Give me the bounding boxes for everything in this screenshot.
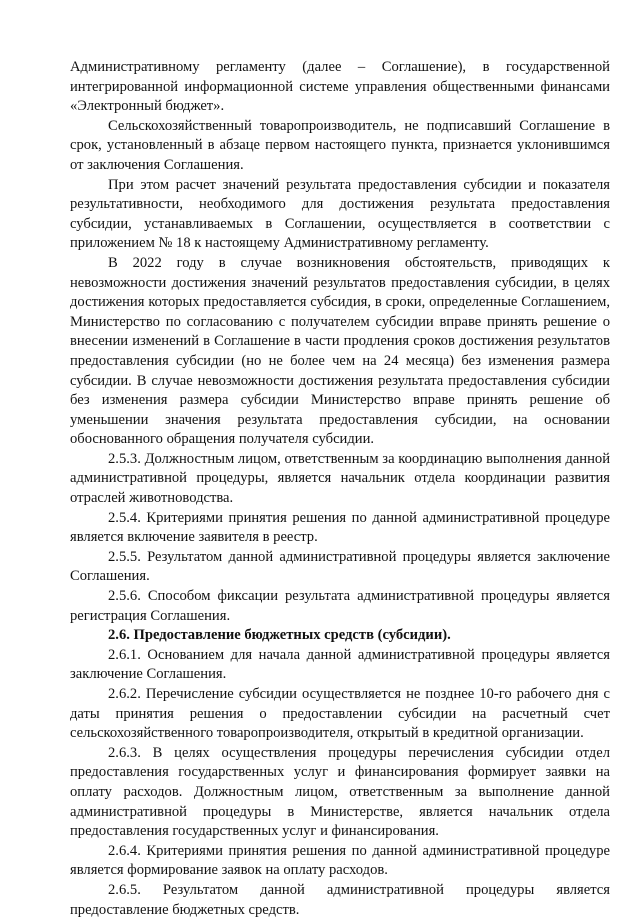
paragraph-2-6-2: 2.6.2. Перечисление субсидии осуществляется не позднее 10-го рабочего дня с даты принятия решения о предоставлении субсидии на расчетный счет сельскохозяйственного товаропроизводителя, открытый в кредитной организации. — [70, 686, 610, 742]
paragraph-unsigned-agreement: Сельскохозяйственный товаропроизводитель, не подписавший Соглашение в срок, установленный в абзаце первом настоящего пункта, признается уклонившимся от заключения Соглашения. — [70, 117, 610, 173]
paragraph-2-6-3: 2.6.3. В целях осуществления процедуры перечисления субсидии отдел предоставления государственных услуг и финансирования формирует заявки на оплату расходов. Должностным лицом, ответственным за выполнение данной административной процедуры в Министерстве, является начальник отдела предоставления государственных услуг и финансирования. — [70, 744, 610, 840]
paragraph-result-calculation: При этом расчет значений результата предоставления субсидии и показателя результативности, необходимого для достижения результата предоставления субсидии, устанавливаемых в Соглашении, осуществляется в соответствии с приложением № 18 к настоящему Административному регламенту. — [70, 176, 610, 252]
document-page — [70, 58, 610, 920]
paragraph-2-6-4: 2.6.4. Критериями принятия решения по данной административной процедуре является формирование заявок на оплату расходов. — [70, 842, 610, 879]
paragraph-2-5-4: 2.5.4. Критериями принятия решения по данной административной процедуре является включение заявителя в реестр. — [70, 509, 610, 546]
paragraph-2-5-5: 2.5.5. Результатом данной административной процедуры является заключение Соглашения. — [70, 548, 610, 585]
paragraph-2-6-1: 2.6.1. Основанием для начала данной административной процедуры является заключение Соглашения. — [70, 646, 610, 683]
paragraph-2-6-5: 2.6.5. Результатом данной административной процедуры является предоставление бюджетных средств. — [70, 881, 610, 918]
paragraph-agreement-system: Административному регламенту (далее – Соглашение), в государственной интегрированной информационной системе управления общественными финансами «Электронный бюджет». — [70, 59, 610, 115]
paragraph-2-5-3: 2.5.3. Должностным лицом, ответственным за координацию выполнения данной административной процедуры, является начальник отдела координации развития отраслей животноводства. — [70, 450, 610, 507]
section-heading-2-6: 2.6. Предоставление бюджетных средств (субсидии). — [108, 627, 451, 644]
paragraph-2022-circumstances: В 2022 году в случае возникновения обстоятельств, приводящих к невозможности достижения значений результатов предоставления субсидии, в целях достижения которых предоставляется субсидия, в сроки, определенные Соглашением, Министерство по согласованию с получателем субсидии вправе принять решение о внесении изменений в Соглашение в части продления сроков достижения результатов предоставления субсидии (но не более чем на 24 месяца) без изменения размера субсидии. В случае невозможности достижения результата предоставления субсидии без изменения размера субсидии Министерство вправе принять решение об уменьшении значения результата предоставления субсидии, на основании обоснованного обращения получателя субсидии. — [70, 254, 610, 448]
paragraph-2-5-6: 2.5.6. Способом фиксации результата административной процедуры является регистрация Соглашения. — [70, 588, 610, 624]
